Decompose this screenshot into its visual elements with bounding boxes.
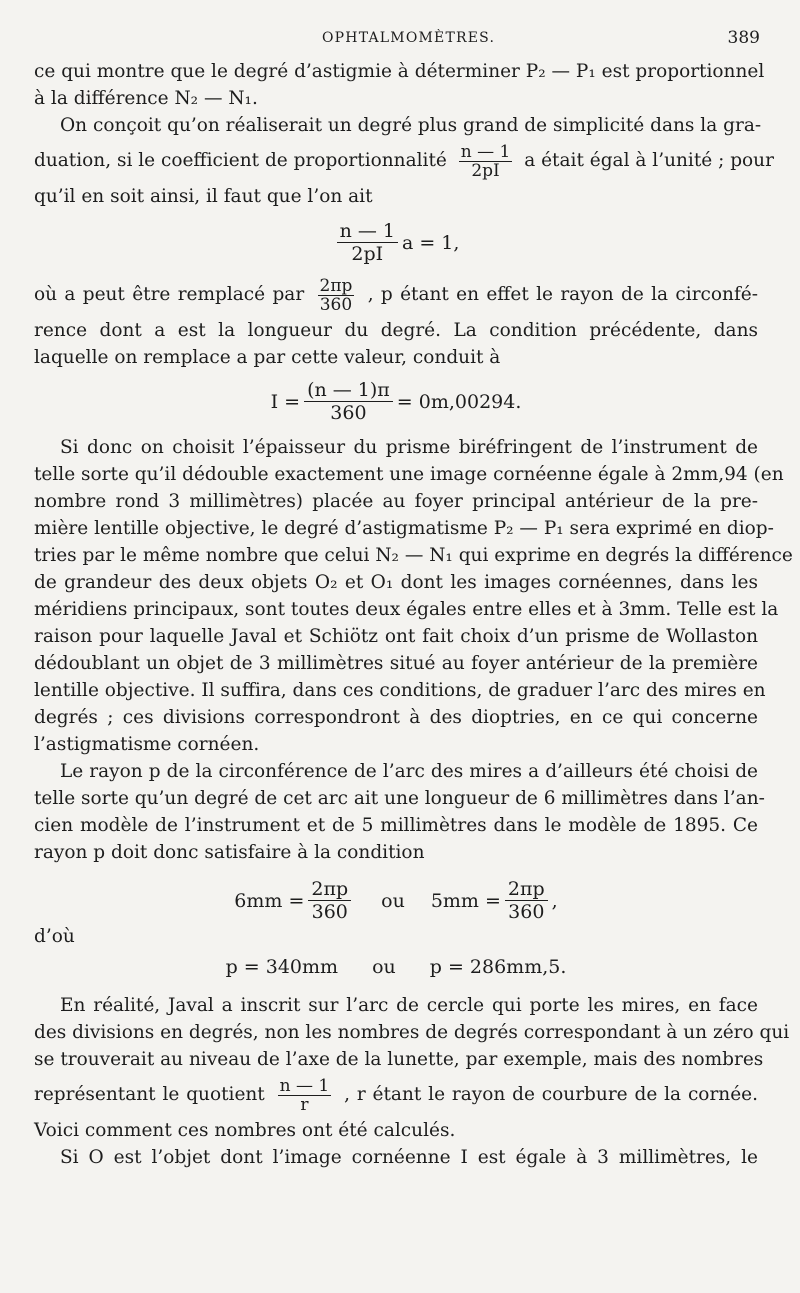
- text-fragment: où a peut être remplacé par: [34, 284, 305, 305]
- text-line: On conçoit qu’on réaliserait un degré plus grand de simplicité dans la gra-: [60, 115, 762, 136]
- fraction-denominator: 360: [319, 294, 353, 315]
- text-line: méridiens principaux, sont toutes deux égales entre elles et à 3mm. Telle est la: [34, 599, 779, 620]
- equation-text: = 0m,00294.: [396, 390, 522, 413]
- equation-text: a = 1,: [401, 231, 460, 254]
- fraction-numerator: 2πp: [308, 878, 351, 901]
- fraction-denominator: 360: [330, 402, 367, 424]
- equation-text: ,: [551, 889, 558, 912]
- text-line: d’où: [34, 926, 75, 947]
- equation: [34, 878, 758, 923]
- text-line: Si O est l’objet dont l’image cornéenne I est égale à 3 millimètres, le: [60, 1147, 758, 1168]
- text-line: degrés ; ces divisions correspondront à des dioptries, en ce qui concerne: [34, 707, 758, 728]
- text-fragment: duation, si le coefficient de proportionnalité: [34, 150, 447, 171]
- text-line: qu’il en soit ainsi, il faut que l’on ait: [34, 186, 373, 207]
- text-line: de grandeur des deux objets O₂ et O₁ dont les images cornéennes, dans les: [34, 572, 758, 593]
- text-line-with-fraction: [34, 139, 774, 183]
- text-line: à la différence N₂ — N₁.: [34, 88, 258, 109]
- text-fragment: a était égal à l’unité ; pour: [524, 150, 774, 171]
- fraction-numerator: n — 1: [279, 1075, 330, 1096]
- equation-text: 5mm =: [430, 889, 501, 912]
- text-line: se trouverait au niveau de l’axe de la lunette, par exemple, mais des nombres: [34, 1049, 764, 1070]
- equation-text: 6mm =: [234, 889, 305, 912]
- text-line: ce qui montre que le degré d’astigmie à déterminer P₂ — P₁ est proportionnel: [34, 61, 765, 82]
- text-line: laquelle on remplace a par cette valeur, conduit à: [34, 347, 501, 368]
- running-title: OPHTALMOMÈTRES.: [322, 30, 496, 46]
- fraction-numerator: 2πp: [505, 878, 548, 901]
- equation-text: I =: [270, 390, 301, 413]
- text-line: des divisions en degrés, non les nombres de degrés correspondant à un zéro qui: [34, 1022, 790, 1043]
- text-line: Si donc on choisit l’épaisseur du prisme biréfringent de l’instrument de: [60, 437, 758, 458]
- fraction-numerator: 2πp: [319, 275, 353, 296]
- fraction-denominator: r: [300, 1094, 309, 1115]
- fraction-denominator: 360: [311, 901, 348, 923]
- fraction: [318, 277, 355, 314]
- fraction: [278, 1077, 332, 1114]
- text-line-with-fraction: [34, 273, 758, 317]
- fraction: [304, 379, 393, 424]
- text-line: rence dont a est la longueur du degré. La condition précédente, dans: [34, 320, 758, 341]
- fraction-numerator: n — 1: [337, 220, 398, 243]
- fraction-numerator: n — 1: [460, 141, 511, 162]
- fraction: [459, 143, 513, 180]
- text-line-with-fraction: [34, 1073, 758, 1117]
- equation-text: ou: [381, 889, 405, 912]
- fraction-denominator: 2pI: [471, 160, 500, 181]
- fraction-denominator: 360: [508, 901, 545, 923]
- body-text: [34, 58, 793, 1171]
- equation: [34, 220, 758, 265]
- text-line: nombre rond 3 millimètres) placée au foyer principal antérieur de la pre-: [34, 491, 758, 512]
- equation-text: p = 286mm,5.: [429, 956, 567, 978]
- equation: [34, 956, 758, 978]
- text-line: tries par le même nombre que celui N₂ — N₁ qui exprime en degrés la différence: [34, 545, 793, 566]
- text-fragment: représentant le quotient: [34, 1084, 265, 1105]
- fraction: [337, 220, 398, 265]
- text-line: Le rayon p de la circonférence de l’arc des mires a d’ailleurs été choisi de: [60, 761, 758, 782]
- text-line: raison pour laquelle Javal et Schiötz ont fait choix d’un prisme de Wollaston: [34, 626, 758, 647]
- page-header: [0, 26, 800, 56]
- fraction: [505, 878, 548, 923]
- text-line: rayon p doit donc satisfaire à la condition: [34, 842, 425, 863]
- text-line: l’astigmatisme cornéen.: [34, 734, 260, 755]
- text-line: Voici comment ces nombres ont été calculés.: [34, 1120, 456, 1141]
- equation-text: p = 340mm: [225, 956, 339, 978]
- text-fragment: , r étant le rayon de courbure de la cornée.: [344, 1084, 758, 1105]
- fraction-denominator: 2pI: [351, 243, 384, 265]
- text-line: cien modèle de l’instrument et de 5 millimètres dans le modèle de 1895. Ce: [34, 815, 758, 836]
- fraction-numerator: (n — 1)π: [304, 379, 393, 402]
- text-line: En réalité, Javal a inscrit sur l’arc de cercle qui porte les mires, en face: [60, 995, 758, 1016]
- text-line: dédoublant un objet de 3 millimètres situé au foyer antérieur de la première: [34, 653, 758, 674]
- page-number: 389: [727, 28, 760, 48]
- text-fragment: , p étant en effet le rayon de la circonfé-: [367, 284, 758, 305]
- text-line: lentille objective. Il suffira, dans ces conditions, de graduer l’arc des mires en: [34, 680, 766, 701]
- text-line: telle sorte qu’un degré de cet arc ait une longueur de 6 millimètres dans l’an-: [34, 788, 765, 809]
- fraction: [308, 878, 351, 923]
- equation-text: ou: [372, 956, 396, 978]
- text-line: telle sorte qu’il dédouble exactement une image cornéenne égale à 2mm,94 (en: [34, 464, 784, 485]
- equation: [34, 379, 758, 424]
- text-line: mière lentille objective, le degré d’astigmatisme P₂ — P₁ sera exprimé en diop-: [34, 518, 774, 539]
